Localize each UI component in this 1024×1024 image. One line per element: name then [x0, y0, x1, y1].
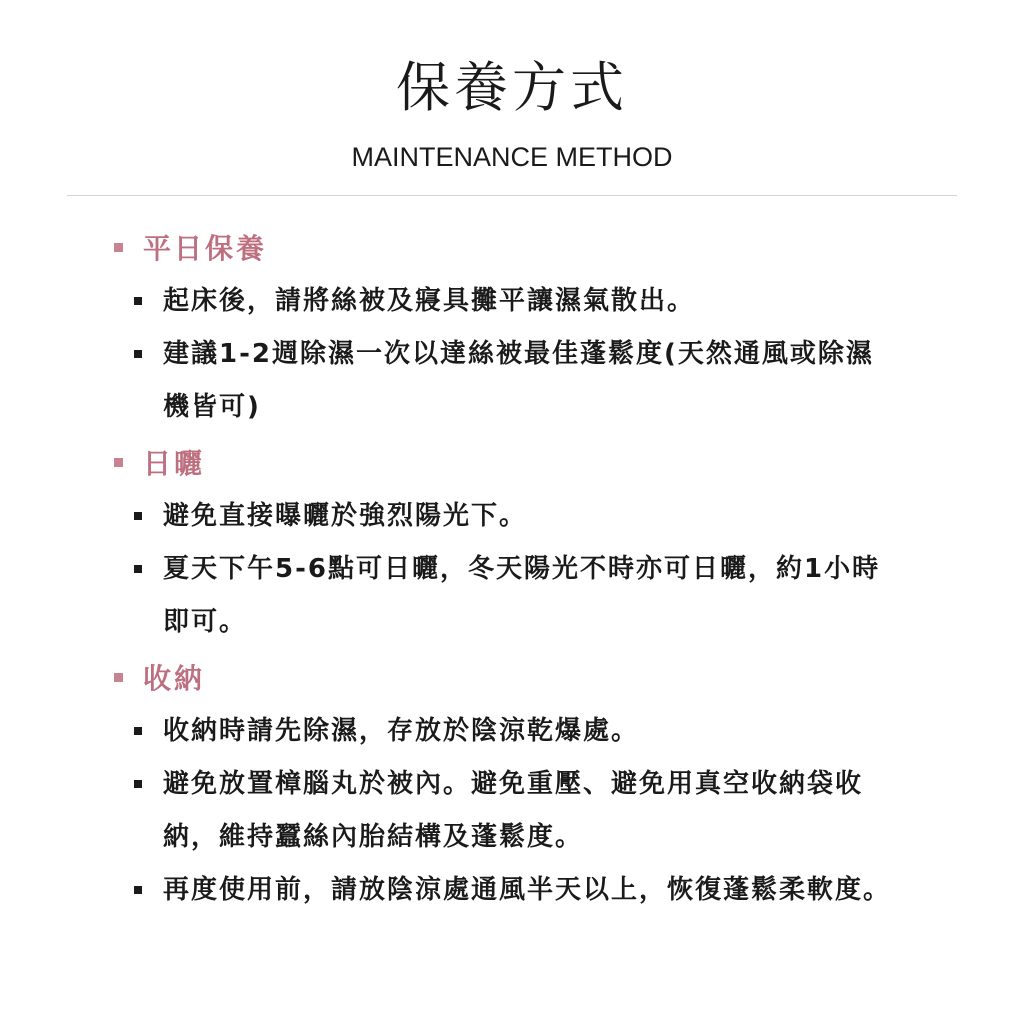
list-item-text: 收納時請先除濕，存放於陰涼乾爆處。: [163, 716, 640, 746]
list-item-text: 避免放置樟腦丸於被內。避免重壓、避免用真空收納袋收納，維持蠶絲內胎結構及蓬鬆度。: [163, 769, 864, 852]
section-daily-care: [112, 219, 912, 434]
list-item-text: 避免直接曝曬於強烈陽光下。: [163, 501, 528, 531]
square-bullet-icon: [134, 886, 142, 894]
list-item: [112, 864, 912, 917]
list-item-text: 夏天下午5-6點可日曬，冬天陽光不時亦可日曬，約1小時即可。: [163, 554, 881, 637]
list-item-text: 起床後，請將絲被及寢具攤平讓濕氣散出。: [163, 286, 696, 316]
list-item: [112, 275, 912, 328]
divider: [67, 195, 957, 196]
section-sun-drying: [112, 434, 912, 649]
square-bullet-icon: [114, 243, 123, 252]
page-title: 保養方式: [396, 56, 628, 119]
list-item: [112, 328, 912, 434]
square-bullet-icon: [134, 297, 142, 305]
section-storage: [112, 649, 912, 917]
section-heading: [112, 219, 912, 275]
section-heading-text: 平日保養: [143, 232, 268, 265]
section-heading-text: 日曬: [143, 447, 206, 480]
square-bullet-icon: [114, 458, 123, 467]
square-bullet-icon: [134, 780, 142, 788]
list-item-text: 建議1-2週除濕一次以達絲被最佳蓬鬆度(天然通風或除濕機皆可): [163, 339, 874, 422]
section-heading-text: 收納: [143, 662, 206, 695]
square-bullet-icon: [134, 565, 142, 573]
section-heading: [112, 434, 912, 490]
square-bullet-icon: [134, 350, 142, 358]
square-bullet-icon: [114, 673, 123, 682]
square-bullet-icon: [134, 727, 142, 735]
list-item: [112, 543, 912, 649]
list-item-text: 再度使用前，請放陰涼處通風半天以上，恢復蓬鬆柔軟度。: [163, 875, 892, 905]
list-item: [112, 490, 912, 543]
maintenance-content: [112, 219, 912, 917]
square-bullet-icon: [134, 512, 142, 520]
list-item: [112, 705, 912, 758]
page-subtitle: MAINTENANCE METHOD: [351, 142, 673, 172]
list-item: [112, 758, 912, 864]
section-heading: [112, 649, 912, 705]
